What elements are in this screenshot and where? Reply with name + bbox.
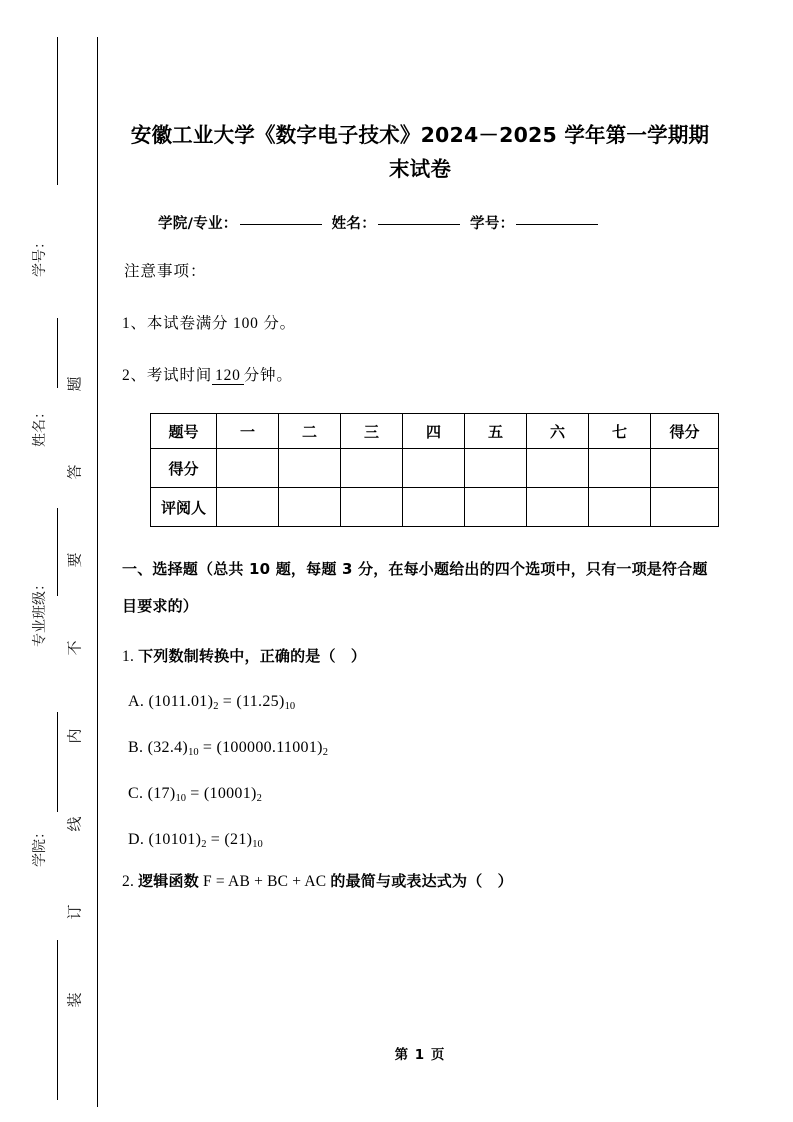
page-footer: 第 1 页	[394, 1047, 446, 1063]
option-letter: A.	[128, 693, 145, 710]
college-major-blank[interactable]	[240, 224, 322, 225]
question-2-number: 2.	[122, 872, 135, 890]
seal-char: 内	[67, 728, 84, 744]
section-heading-multiple-choice: 一、选择题（总共 10 题，每题 3 分，在每小题给出的四个选项中，只有一项是符合题目要求的）	[122, 560, 708, 615]
table-cell: 得分	[151, 449, 217, 488]
option-rhs-sub: 10	[252, 838, 263, 850]
option-lhs-sub: 2	[201, 838, 207, 850]
option-rhs-sub: 2	[256, 792, 262, 804]
student-id-label: 学号：	[470, 216, 515, 232]
option-letter: B.	[128, 738, 144, 756]
name-label: 姓名：	[331, 216, 377, 232]
table-cell-input[interactable]	[527, 449, 589, 488]
table-cell-input[interactable]	[403, 449, 465, 488]
notice-duration-prefix: 2、考试时间	[122, 367, 213, 384]
binding-rule-solid	[97, 37, 98, 1107]
table-cell: 五	[465, 414, 527, 449]
page-title: 安徽工业大学《数字电子技术》2024－2025 学年第一学期期末试卷	[130, 123, 710, 181]
seal-line-column	[59, 340, 93, 1044]
question-1-option-c[interactable]: C. $(17)_{10} = (10001)_2$	[128, 784, 262, 804]
notice-duration-value: 120	[212, 367, 244, 385]
name-blank[interactable]	[378, 224, 460, 225]
question-1-option-d[interactable]: D. $(10101)_2 = (21)_{10}$	[128, 830, 263, 850]
notice-item-total-score: 1、本试卷满分 100 分。	[122, 315, 296, 332]
seal-char: 线	[67, 816, 84, 832]
table-cell: 三	[341, 414, 403, 449]
table-cell-input[interactable]	[341, 449, 403, 488]
binding-rule-segment	[57, 37, 58, 185]
margin-label-name: 姓名：	[33, 405, 48, 447]
seal-char: 答	[67, 464, 84, 480]
table-cell: 得分	[651, 414, 719, 449]
question-2-expression: F = AB + BC + AC	[203, 872, 327, 890]
option-rhs-sub: 10	[284, 700, 296, 712]
option-rhs-sub: 2	[322, 746, 329, 758]
seal-char: 装	[67, 992, 84, 1008]
table-cell-input[interactable]	[279, 449, 341, 488]
table-row	[151, 449, 719, 488]
option-letter: D.	[128, 830, 145, 848]
binding-rule-segment	[57, 712, 58, 812]
option-lhs: (10101)	[148, 830, 202, 848]
question-1-number: 1.	[122, 648, 135, 665]
margin-label-class: 专业班级：	[33, 577, 48, 647]
notice-heading: 注意事项：	[124, 263, 207, 280]
margin-label-student-id: 学号：	[33, 235, 48, 277]
seal-char: 题	[67, 376, 84, 392]
table-cell-input[interactable]	[217, 488, 279, 527]
binding-margin	[0, 0, 110, 1122]
option-rhs: (21)	[224, 830, 253, 848]
table-cell: 题号	[151, 414, 217, 449]
score-table	[150, 413, 719, 527]
option-letter: C.	[128, 784, 144, 802]
question-2	[110, 870, 730, 891]
table-cell-input[interactable]	[279, 488, 341, 527]
table-cell-input[interactable]	[341, 488, 403, 527]
question-1	[110, 645, 730, 666]
exam-paper-content	[110, 0, 730, 1122]
table-cell-input[interactable]	[589, 449, 651, 488]
table-cell: 一	[217, 414, 279, 449]
table-cell: 二	[279, 414, 341, 449]
seal-char: 不	[67, 640, 84, 656]
question-2-stem-suffix: 的最简与或表达式为（ ）	[330, 871, 513, 890]
table-row	[151, 488, 719, 527]
table-row	[151, 414, 719, 449]
question-2-stem-prefix: 逻辑函数	[138, 871, 199, 890]
table-cell-input[interactable]	[465, 488, 527, 527]
option-lhs-sub: 2	[213, 700, 219, 712]
option-lhs: (17)	[147, 784, 176, 802]
table-cell-input[interactable]	[403, 488, 465, 527]
seal-char: 订	[67, 904, 84, 920]
table-cell-input[interactable]	[651, 488, 719, 527]
table-cell: 七	[589, 414, 651, 449]
option-rhs: (11.25)	[236, 693, 285, 710]
question-1-option-b[interactable]: B. $(32.4)_{10} = (100000.11001)_2$	[128, 738, 329, 758]
notice-item-duration	[110, 363, 730, 385]
option-lhs: (32.4)	[147, 738, 189, 756]
table-cell-input[interactable]	[465, 449, 527, 488]
student-info-line	[110, 212, 730, 233]
notice-duration-suffix: 分钟。	[243, 367, 293, 384]
table-cell: 评阅人	[151, 488, 217, 527]
college-major-label: 学院/专业：	[158, 216, 238, 232]
option-lhs-sub: 10	[188, 746, 199, 758]
question-1-option-a[interactable]: A. $(1011.01)_2 = (11.25)_{10}$	[128, 693, 296, 712]
margin-label-college: 学院：	[33, 825, 48, 867]
table-cell: 四	[403, 414, 465, 449]
table-cell-input[interactable]	[217, 449, 279, 488]
table-cell-input[interactable]	[527, 488, 589, 527]
table-cell-input[interactable]	[651, 449, 719, 488]
table-cell-input[interactable]	[589, 488, 651, 527]
option-rhs: (10001)	[203, 784, 257, 802]
option-lhs: (1011.01)	[148, 693, 214, 710]
option-lhs-sub: 10	[175, 792, 186, 804]
binding-rule-segment	[57, 940, 58, 1100]
option-rhs: (100000.11001)	[216, 738, 323, 756]
question-1-stem: 下列数制转换中，正确的是（ ）	[138, 647, 367, 665]
seal-char: 要	[67, 552, 84, 568]
student-id-blank[interactable]	[516, 224, 598, 225]
table-cell: 六	[527, 414, 589, 449]
